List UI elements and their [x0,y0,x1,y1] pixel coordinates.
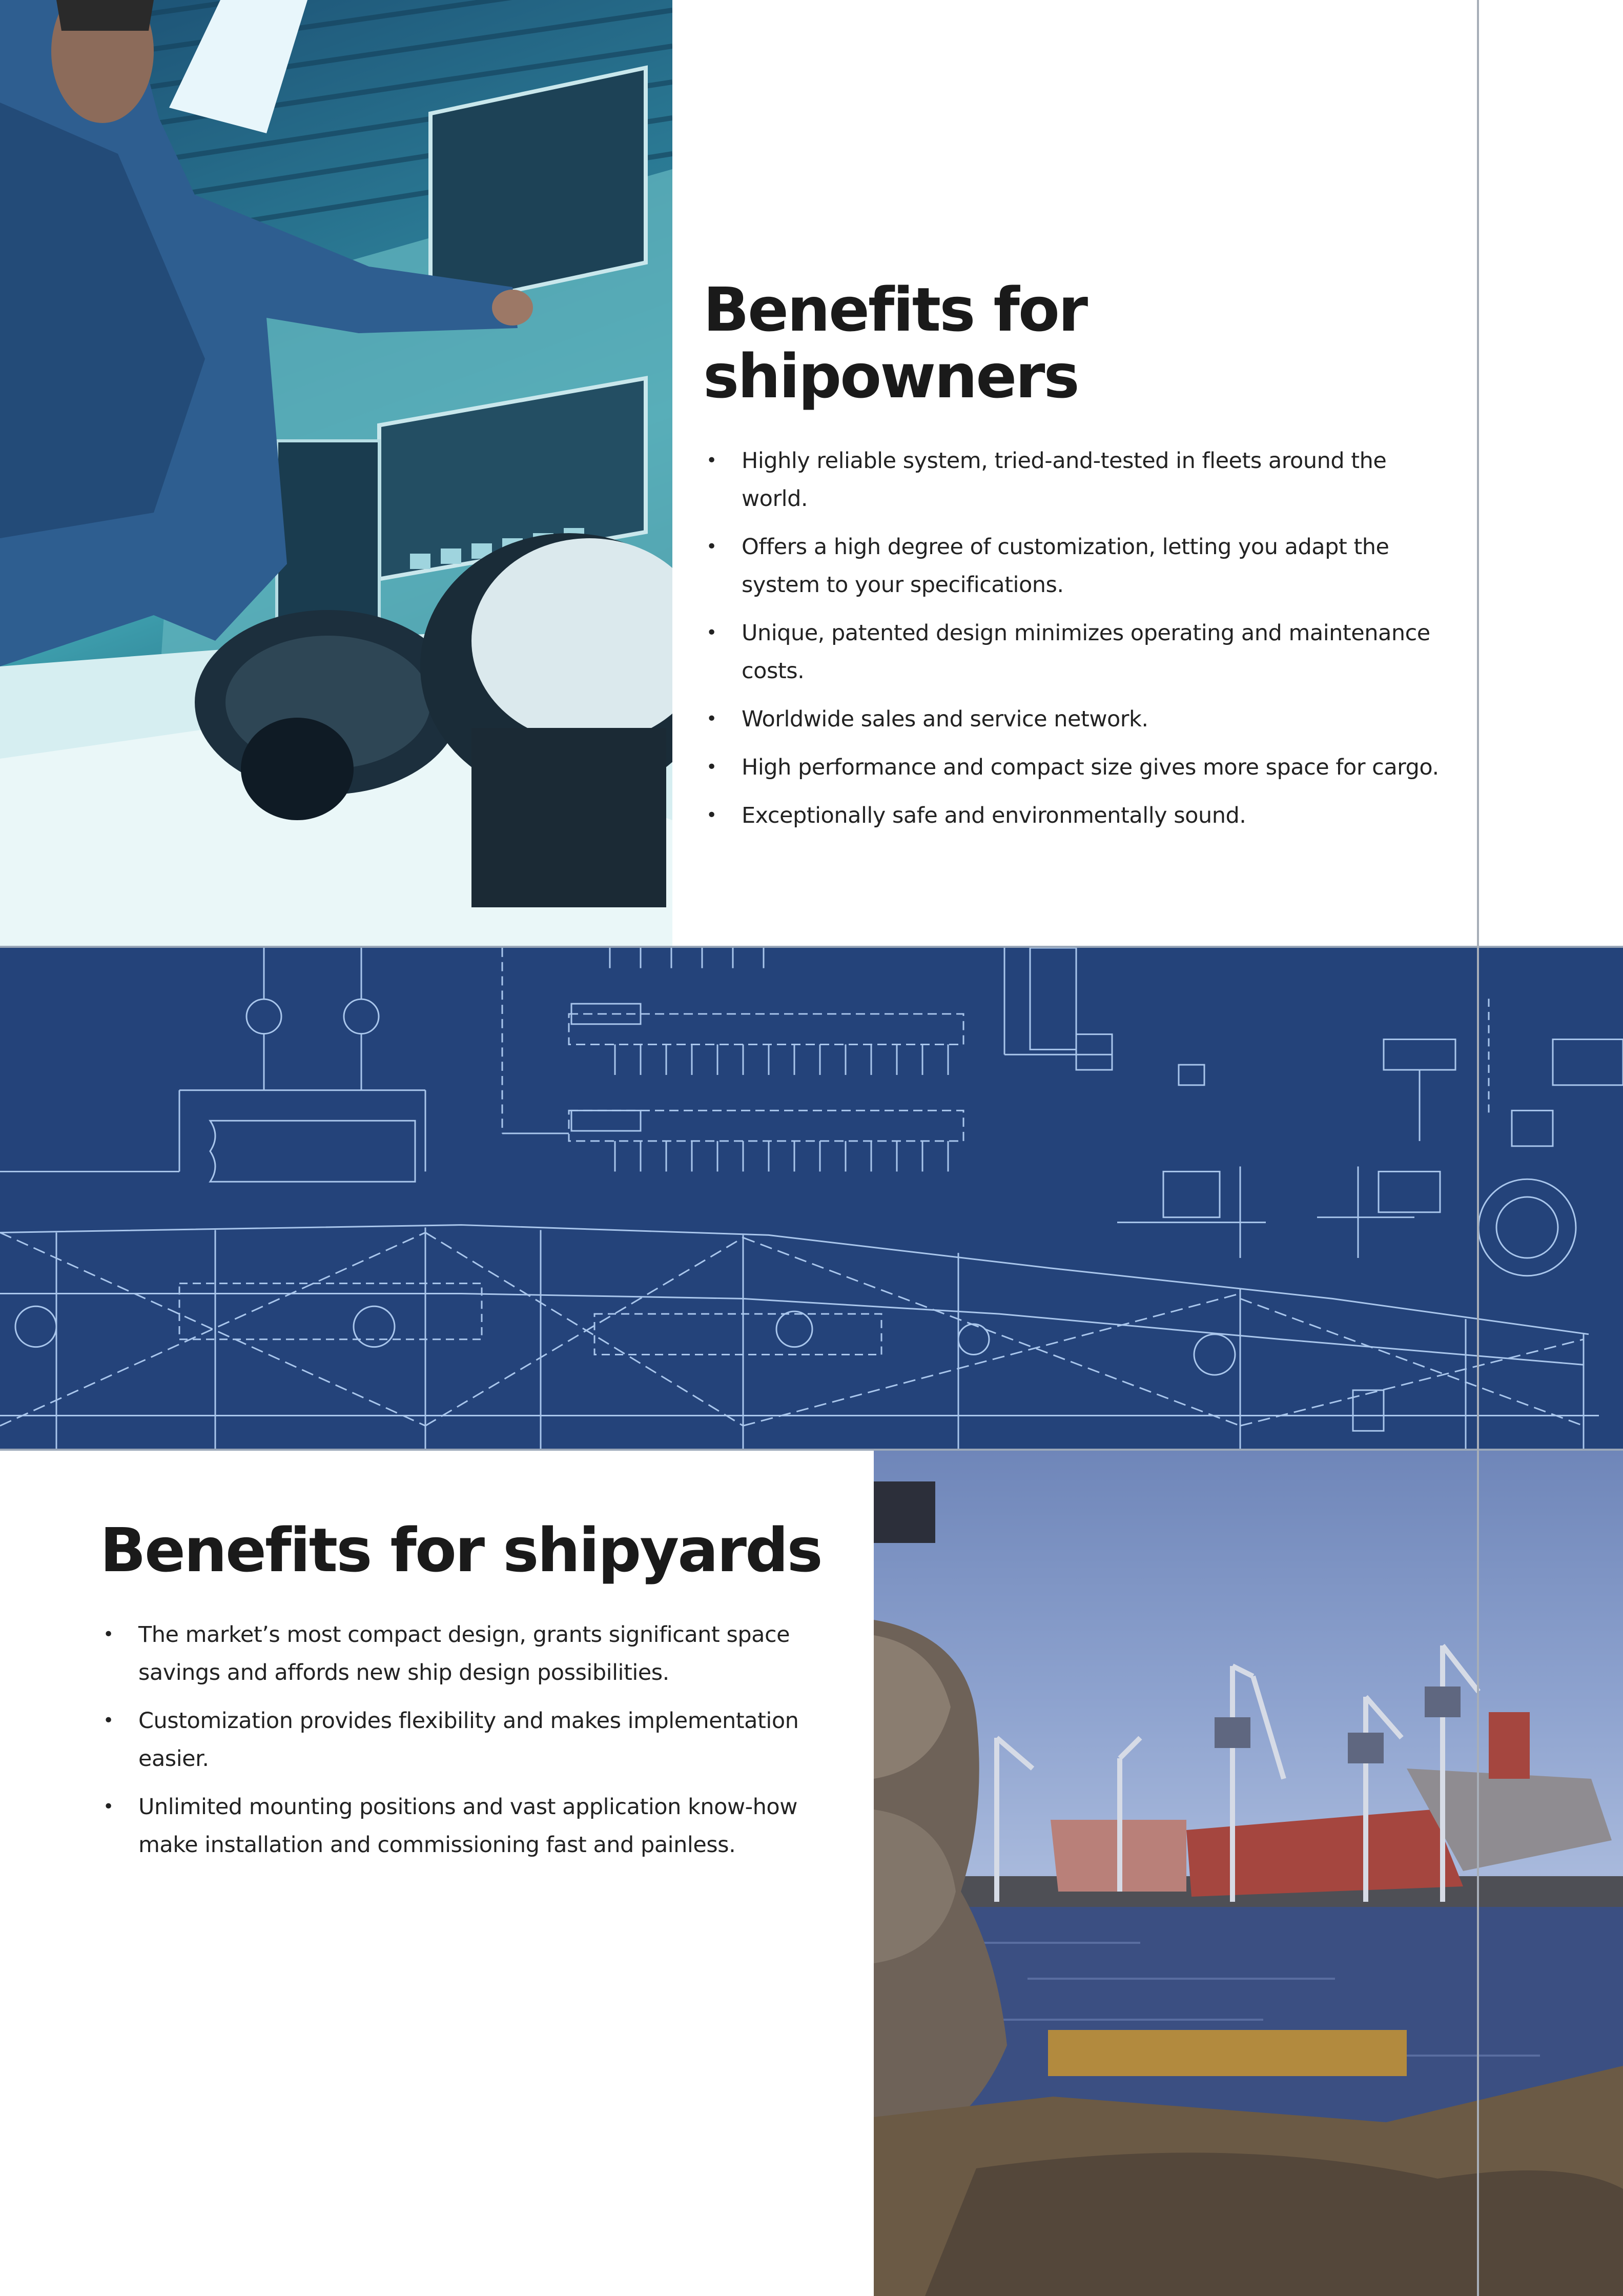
shipowners-title: Benefits for shipowners [703,274,1087,412]
list-item [100,1788,843,1864]
list-item-text: Unique, patented design minimizes operating and maintenance costs. [742,620,1430,684]
shipyards-section [100,1517,843,1874]
ship-blueprint-band [0,946,1623,1451]
list-item-text: High performance and compact size gives more space for cargo. [742,754,1439,780]
list-item [703,797,1446,835]
list-item-text: Customization provides flexibility and makes implementation easier. [138,1708,799,1772]
control-room-illustration [0,0,672,946]
list-item-text: The market’s most compact design, grants significant space savings and affords new ship design possibilities. [138,1621,790,1685]
list-item [703,442,1446,518]
bullet-icon: • [103,1710,114,1731]
bullet-icon: • [706,536,717,557]
list-item [703,528,1446,604]
bullet-icon: • [706,708,717,729]
list-item-text: Worldwide sales and service network. [742,706,1148,732]
page-fold-line [1477,0,1479,2296]
list-item [100,1616,843,1692]
bullet-icon: • [706,450,717,471]
bullet-icon: • [103,1796,114,1817]
shipowners-section [703,274,1446,845]
list-item [100,1702,843,1778]
shipyard-illustration [874,1451,1623,2296]
bullet-icon: • [706,756,717,778]
shipyards-benefit-list [100,1616,843,1864]
blueprint-illustration [0,948,1623,1449]
list-item [703,700,1446,738]
list-item-text: Highly reliable system, tried-and-tested in fleets around the world. [742,448,1387,512]
list-item [703,614,1446,690]
shipowners-benefit-list [703,442,1446,835]
bullet-icon: • [103,1623,114,1645]
shipyard-photo [874,1451,1623,2296]
list-item-text: Exceptionally safe and environmentally sound. [742,802,1246,828]
shipyards-title: Benefits for shipyards [100,1515,821,1586]
list-item-text: Unlimited mounting positions and vast application know-how make installation and commissioning fast and painless. [138,1794,797,1858]
bullet-icon: • [706,804,717,826]
control-room-photo [0,0,672,946]
bullet-icon: • [706,622,717,643]
list-item [703,748,1446,786]
list-item-text: Offers a high degree of customization, letting you adapt the system to your specifications. [742,534,1389,598]
